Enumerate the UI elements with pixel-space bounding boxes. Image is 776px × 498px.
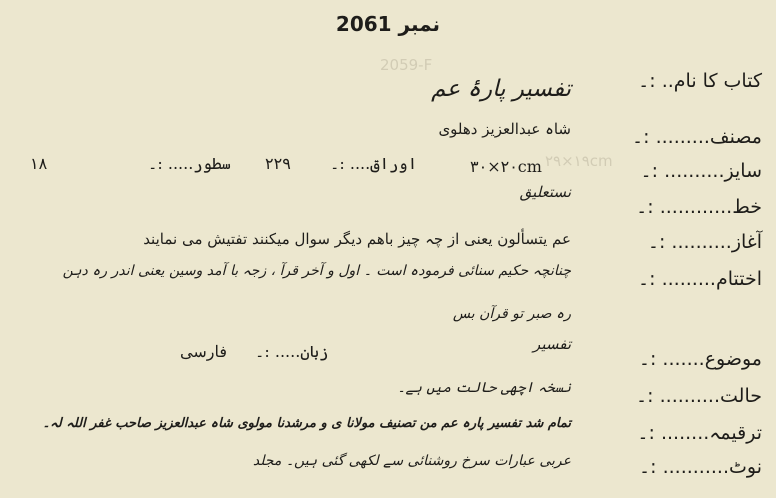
subject-value: تفسیر bbox=[533, 335, 571, 353]
size-label: سایز.......... :۔ bbox=[640, 160, 762, 182]
book-name-label: کتاب کا نام.. :۔ bbox=[638, 70, 762, 92]
book-name-value: تفسیر پارۂ عم bbox=[431, 76, 571, 102]
condition-value: نسخہ اچھی حالت میں ہے۔ bbox=[397, 380, 571, 396]
beginning-label: آغاز.......... :۔ bbox=[647, 231, 762, 253]
language-label: زبان..... :۔ bbox=[255, 342, 329, 361]
bleed-through-text: ۲۹×۱۹cm bbox=[545, 152, 613, 170]
lines-value: ۱۸ bbox=[30, 154, 48, 173]
ending-label: اختتام......... :۔ bbox=[638, 268, 762, 290]
pages-value: ۲۲۹ bbox=[265, 154, 291, 173]
author-label: مصنف......... :۔ bbox=[632, 126, 762, 148]
size-value: ۳۰×۲۰cm bbox=[470, 157, 542, 176]
author-value: شاہ عبدالعزیز دھلوی bbox=[438, 120, 571, 138]
colophon-label: ترقیمہ........ :۔ bbox=[637, 422, 762, 444]
note-label: نوٹ........... :۔ bbox=[639, 456, 762, 478]
bleed-through-text: 2059-F bbox=[380, 56, 433, 74]
script-label: خط............ :۔ bbox=[636, 196, 762, 218]
note-value: عربی عبارات سرخ روشنائی سے لکھی گئی ہیں۔ مجلد bbox=[252, 453, 571, 469]
ending-value-line1: چنانچہ حکیم سنائی فرمودہ است ۔ اول و آخر قرآ ، زجہ با آمد وسین یعنی اندر رہ دہن bbox=[62, 263, 571, 279]
condition-label: حالت.......... :۔ bbox=[636, 385, 762, 407]
beginning-value: عم یتسألون یعنی از چہ چیز باھم دیگر سوال میکنند تفتیش می نمایند bbox=[143, 230, 571, 248]
ending-value-line2: رہ صبر تو قرآن بس bbox=[452, 306, 571, 322]
record-number-title: نمبر 2061 bbox=[335, 12, 441, 36]
lines-label: سطور..... :۔ bbox=[148, 154, 231, 173]
script-value: نستعلیق bbox=[519, 183, 571, 201]
pages-label: اوراق.... :۔ bbox=[330, 154, 418, 173]
language-value: فارسی bbox=[180, 342, 227, 361]
colophon-value: تمام شد تفسیر پارہ عم من تصنیف مولانا ی و مرشدنا مولوی شاہ عبدالعزیز صاحب غفر اللہ لہ۔ bbox=[42, 416, 571, 431]
subject-label: موضوع....... :۔ bbox=[638, 348, 762, 370]
